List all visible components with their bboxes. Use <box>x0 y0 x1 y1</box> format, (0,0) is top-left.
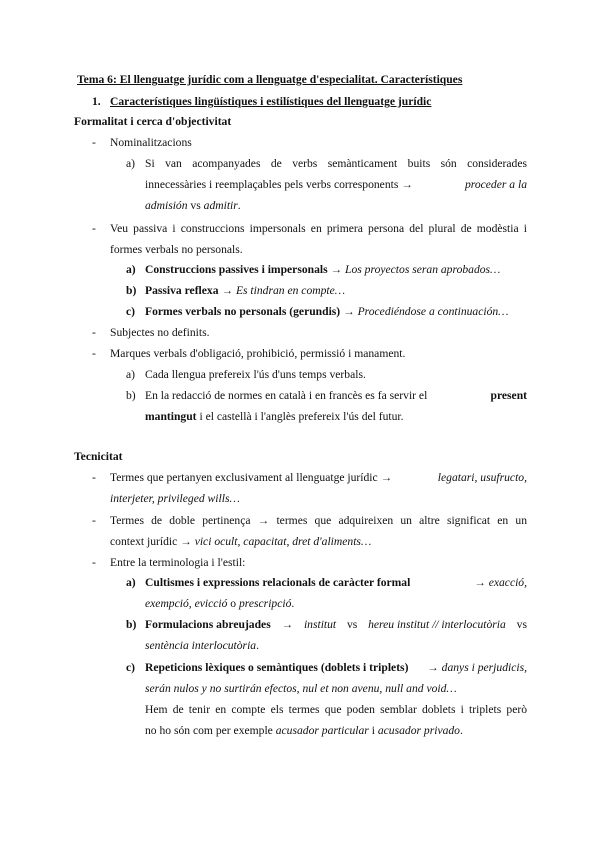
terminologia-c-line4-italic1: acusador particular <box>275 724 369 737</box>
nominal-a-line3-end: . <box>237 199 241 212</box>
arrow-icon: → <box>330 263 343 276</box>
nominal-label: Nominalitzacions <box>110 136 192 149</box>
terminologia-a-italic1: exacció, <box>488 576 527 589</box>
terminologia-a-bold: Cultismes i expressions relacionals de caràcter formal <box>145 576 411 589</box>
arrow-icon: → <box>343 305 355 318</box>
terminologia-a-tail <box>474 573 527 593</box>
passiva-item-a-bold: Construccions passives i impersonals <box>145 263 328 276</box>
arrow-icon: → <box>221 284 234 297</box>
passiva-line1: Veu passiva i construccions impersonals en primera persona del plural de modèstia i <box>110 222 527 235</box>
terminologia-a-line2-italic2: prescripció <box>239 597 292 610</box>
nominal-a-line3-vs: vs <box>190 199 201 212</box>
termes1-line1-italic: legatari, usufructo, <box>437 471 527 484</box>
subjectes-text: Subjectes no definits. <box>110 326 210 339</box>
marques-b-line1-plain: En la redacció de normes en català i en francès es fa servir el <box>145 389 428 402</box>
tecnicitat-heading: Tecnicitat <box>74 450 123 463</box>
marques-b-line2 <box>145 407 404 427</box>
nominal-a-line2-plain: innecessàries i reemplaçables pels verbs corresponents → <box>145 178 413 191</box>
nominal-a-line2 <box>145 175 527 195</box>
terminologia-c-line4-end: . <box>459 724 463 737</box>
list-marker: c) <box>126 305 136 318</box>
marques-b-line2-bold: mantingut <box>145 410 197 423</box>
terminologia-a-line2-italic1: exempció, evicció <box>145 597 228 610</box>
termes1-line1 <box>110 468 527 488</box>
list-marker: a) <box>126 263 136 276</box>
marques-b-line1-bold: present <box>490 389 527 402</box>
list-marker: a) <box>126 368 136 381</box>
terminologia-c-line4 <box>145 721 463 741</box>
passiva-line2: formes verbals no personals. <box>110 243 243 256</box>
termes1-line2: interjeter, privileged wills… <box>110 492 240 505</box>
list-marker: c) <box>126 661 136 674</box>
passiva-item-c-bold: Formes verbals no personals (gerundis) <box>145 305 341 318</box>
arrow-icon: → <box>427 661 439 674</box>
terminologia-b-line1 <box>145 615 527 635</box>
list-marker: a) <box>126 157 136 170</box>
bullet-dash: - <box>92 222 96 235</box>
terminologia-b-vs1: vs <box>346 618 358 631</box>
bullet-dash: - <box>92 471 96 484</box>
terminologia-c-line3: Hem de tenir en compte els termes que poden semblar doblets i triplets però <box>145 703 527 716</box>
termes2-line1: Termes de doble pertinença → termes que adquireixen un altre significat en un <box>110 514 527 527</box>
termes2-line2-italic: vici ocult, capacitat, dret d'aliments… <box>194 535 372 548</box>
passiva-item-b-bold: Passiva reflexa <box>145 284 219 297</box>
nominal-a-line3 <box>145 196 241 216</box>
passiva-item-c-italic: Procediéndose a continuación… <box>357 305 509 318</box>
terminologia-text: Entre la terminologia i l'estil: <box>110 556 246 569</box>
list-marker: b) <box>126 284 137 297</box>
terminologia-b-vs2: vs <box>516 618 527 631</box>
marques-b-line1 <box>145 386 527 406</box>
termes2-line2-plain: context jurídic → <box>110 535 192 548</box>
bullet-dash: - <box>92 326 96 339</box>
terminologia-b-bold: Formulacions abreujades <box>145 618 271 631</box>
nominal-a-line1: Si van acompanyades de verbs semànticament buits són considerades <box>145 157 527 170</box>
terminologia-a-line2 <box>145 594 294 614</box>
terminologia-a-line1 <box>145 573 527 593</box>
bullet-dash: - <box>92 556 96 569</box>
terminologia-c-line4-plain1: no ho són com per exemple <box>145 724 273 737</box>
terminologia-c-tail <box>427 658 527 678</box>
terminologia-c-line1 <box>145 658 527 678</box>
formalitat-heading: Formalitat i cerca d'objectivitat <box>74 115 232 128</box>
passiva-item-a-italic: Los proyectos seran aprobados… <box>345 263 501 276</box>
passiva-item-b <box>145 281 345 301</box>
termes2-line2 <box>110 532 371 552</box>
terminologia-c-line4-i: i <box>371 724 375 737</box>
marques-a-text: Cada llengua prefereix l'ús d'uns temps verbals. <box>145 368 366 381</box>
terminologia-b-italic2: hereu institut // interlocutòria <box>368 618 506 631</box>
passiva-item-a <box>145 260 500 280</box>
terminologia-c-line2: serán nulos y no surtirán efectos, nul et non avenu, null and void… <box>145 682 457 695</box>
terminologia-b-italic1: institut <box>303 618 337 631</box>
list-marker: b) <box>126 389 136 402</box>
terminologia-c-bold: Repeticions lèxiques o semàntiques (doblets i triplets) <box>145 661 409 674</box>
nominal-a-line3-italic2: admitir <box>203 199 238 212</box>
terminologia-b-line2-end: . <box>256 639 259 652</box>
bullet-dash: - <box>92 347 96 360</box>
passiva-item-b-italic: Es tindran en compte… <box>235 284 346 297</box>
terminologia-c-line4-italic2: acusador privado <box>377 724 460 737</box>
terminologia-c-italic1: danys i perjudicis, <box>441 661 527 674</box>
terminologia-b-line2-italic: sentència interlocutòria <box>145 639 257 652</box>
nominal-a-line3-italic: admisión <box>145 199 188 212</box>
passiva-item-c <box>145 302 508 322</box>
marques-b-line2-plain: i el castellà i l'anglès prefereix l'ús del futur. <box>199 410 404 423</box>
terminologia-a-line2-o: o <box>230 597 237 610</box>
arrow-icon: → <box>281 618 294 631</box>
list-marker: b) <box>126 618 137 631</box>
terminologia-b-line2 <box>145 636 259 656</box>
section-number: 1. <box>92 95 101 108</box>
arrow-icon: → <box>474 576 486 589</box>
list-marker: a) <box>126 576 136 589</box>
marques-text: Marques verbals d'obligació, prohibició, permissió i manament. <box>110 347 406 360</box>
termes1-line1-plain: Termes que pertanyen exclusivament al llenguatge jurídic → <box>110 471 393 484</box>
bullet-dash: - <box>92 136 96 149</box>
terminologia-a-line2-end: . <box>291 597 295 610</box>
bullet-dash: - <box>92 514 96 527</box>
nominal-a-line2-italic: proceder a la <box>464 178 527 191</box>
document-title: Tema 6: El llenguatge jurídic com a llenguatge d'especialitat. Característiques <box>77 73 463 86</box>
section-heading: Característiques lingüístiques i estilístiques del llenguatge jurídic <box>110 95 432 108</box>
